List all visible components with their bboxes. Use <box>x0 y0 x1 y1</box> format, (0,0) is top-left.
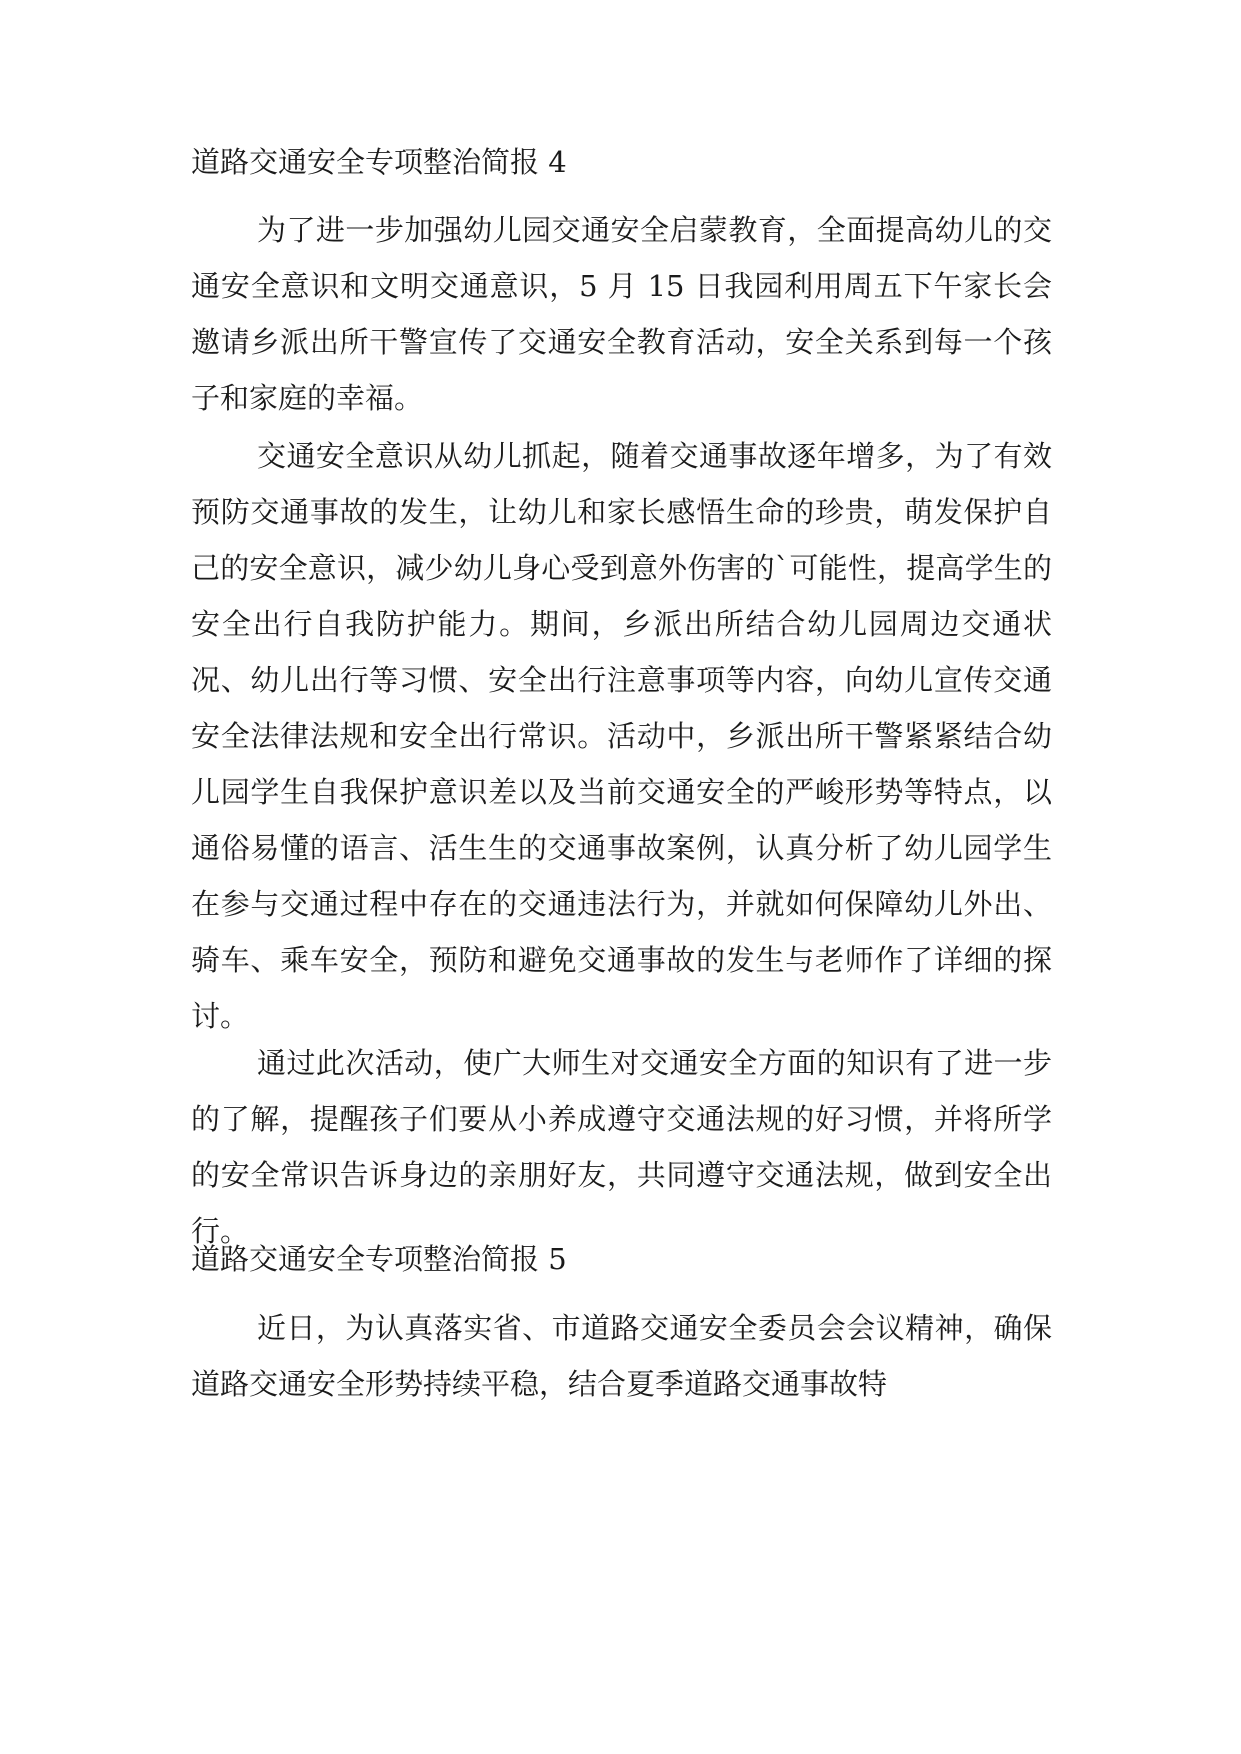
section-heading: 道路交通安全专项整治简报 5 <box>191 1242 567 1276</box>
paragraph: 交通安全意识从幼儿抓起，随着交通事故逐年增多，为了有效预防交通事故的发生，让幼儿和家长感悟生命的珍贵，萌发保护自己的安全意识，减少幼儿身心受到意外伤害的`可能性，提高学生的安全出行自我防护能力。期间，乡派出所结合幼儿园周边交通状况、幼儿出行等习惯、安全出行注意事项等内容，向幼儿宣传交通安全法律法规和安全出行常识。活动中，乡派出所干警紧紧结合幼儿园学生自我保护意识差以及当前交通安全的严峻形势等特点，以通俗易懂的语言、活生生的交通事故案例，认真分析了幼儿园学生在参与交通过程中存在的交通违法行为，并就如何保障幼儿外出、骑车、乘车安全，预防和避免交通事故的发生与老师作了详细的探讨。 <box>191 439 1052 1033</box>
section-heading: 道路交通安全专项整治简报 4 <box>191 145 567 179</box>
paragraph: 为了进一步加强幼儿园交通安全启蒙教育，全面提高幼儿的交通安全意识和文明交通意识，5 月 15 日我园利用周五下午家长会邀请乡派出所干警宣传了交通安全教育活动，安全关系到每一个孩子和家庭的幸福。 <box>191 213 1052 415</box>
paragraph: 近日，为认真落实省、市道路交通安全委员会会议精神，确保道路交通安全形势持续平稳，结合夏季道路交通事故特 <box>191 1311 1052 1401</box>
paragraph: 通过此次活动，使广大师生对交通安全方面的知识有了进一步的了解，提醒孩子们要从小养成遵守交通法规的好习惯，并将所学的安全常识告诉身边的亲朋好友，共同遵守交通法规，做到安全出行。 <box>191 1046 1052 1248</box>
